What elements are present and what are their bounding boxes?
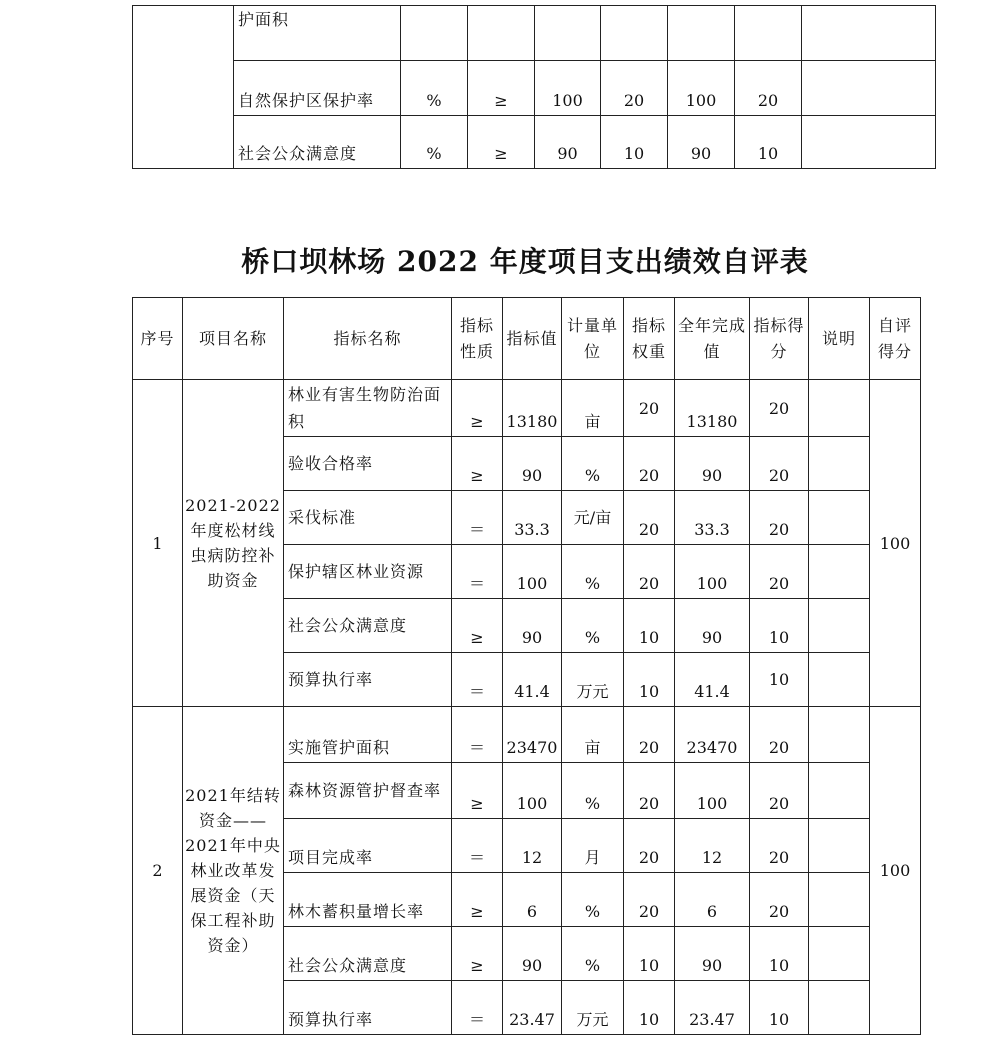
actual-cell: 23470: [675, 707, 750, 763]
indicator-name: 自然保护区保护率: [234, 61, 401, 116]
actual-cell: 100: [675, 763, 750, 819]
header-value: 指标值: [503, 298, 562, 380]
header-unit: 计量单位: [562, 298, 624, 380]
note-cell: [809, 380, 870, 437]
note-cell: [809, 707, 870, 763]
actual-cell: 90: [675, 599, 750, 653]
weight-cell: 20: [624, 763, 675, 819]
value-cell: 100: [503, 763, 562, 819]
unit-cell: %: [562, 763, 624, 819]
note-cell: [809, 599, 870, 653]
nature-cell: ＝: [452, 545, 503, 599]
unit-cell: 亩: [562, 380, 624, 437]
actual-cell: 12: [675, 819, 750, 873]
weight-cell: 20: [601, 61, 668, 116]
indicator-name: 林业有害生物防治面积: [284, 380, 452, 437]
nature-cell: ＝: [452, 491, 503, 545]
indicator-name: 保护辖区林业资源: [284, 545, 452, 599]
table-row: [133, 116, 936, 169]
nature-cell: ＝: [452, 819, 503, 873]
value-cell: 90: [503, 437, 562, 491]
weight-cell: 20: [624, 707, 675, 763]
weight-cell: 20: [624, 545, 675, 599]
unit-cell: %: [562, 599, 624, 653]
nature-cell: ＝: [452, 653, 503, 707]
table-row: [133, 380, 921, 437]
header-row: [133, 298, 921, 380]
unit-cell: 亩: [562, 707, 624, 763]
project-name: 2021年结转资金——2021年中央林业改革发展资金（天保工程补助资金）: [183, 707, 284, 1035]
table-row: [133, 707, 921, 763]
project-seq: 1: [133, 380, 183, 707]
score-cell: 20: [735, 61, 802, 116]
value-cell: 23.47: [503, 981, 562, 1035]
score-cell: [735, 6, 802, 61]
score-cell: 20: [750, 491, 809, 545]
self-score: 100: [870, 707, 921, 1035]
score-cell: 20: [750, 819, 809, 873]
actual-cell: 100: [675, 545, 750, 599]
merged-cell: [133, 6, 234, 169]
note-cell: [809, 437, 870, 491]
indicator-name: 项目完成率: [284, 819, 452, 873]
weight-cell: 20: [624, 819, 675, 873]
score-cell: 10: [750, 653, 809, 707]
actual-cell: 6: [675, 873, 750, 927]
note-cell: [802, 116, 936, 169]
project-name: 2021-2022年度松材线虫病防控补助资金: [183, 380, 284, 707]
header-score: 指标得分: [750, 298, 809, 380]
nature-cell: ≥: [468, 116, 535, 169]
indicator-name: 社会公众满意度: [284, 599, 452, 653]
unit-cell: 万元: [562, 981, 624, 1035]
actual-cell: 90: [675, 927, 750, 981]
indicator-name: 森林资源管护督查率: [284, 763, 452, 819]
indicator-name: 社会公众满意度: [234, 116, 401, 169]
unit-cell: %: [401, 116, 468, 169]
header-indicator: 指标名称: [284, 298, 452, 380]
target-cell: 90: [535, 116, 601, 169]
score-cell: 20: [750, 873, 809, 927]
evaluation-table: [132, 297, 921, 1035]
weight-cell: 10: [624, 981, 675, 1035]
value-cell: 13180: [503, 380, 562, 437]
indicator-name: 采伐标准: [284, 491, 452, 545]
weight-cell: 10: [624, 653, 675, 707]
nature-cell: ≥: [452, 927, 503, 981]
nature-cell: ≥: [452, 380, 503, 437]
note-cell: [809, 763, 870, 819]
page-title: 桥口坝林场 2022 年度项目支出绩效自评表: [241, 245, 809, 278]
note-cell: [809, 981, 870, 1035]
nature-cell: ≥: [452, 437, 503, 491]
table-row: [133, 61, 936, 116]
indicator-name: 林木蓄积量增长率: [284, 873, 452, 927]
weight-cell: 20: [624, 380, 675, 437]
value-cell: 100: [503, 545, 562, 599]
note-cell: [809, 927, 870, 981]
nature-cell: ＝: [452, 981, 503, 1035]
actual-cell: 41.4: [675, 653, 750, 707]
score-cell: 20: [750, 380, 809, 437]
unit-cell: %: [562, 873, 624, 927]
target-cell: 100: [535, 61, 601, 116]
indicator-name: 预算执行率: [284, 653, 452, 707]
weight-cell: 20: [624, 873, 675, 927]
unit-cell: %: [562, 437, 624, 491]
unit-cell: 元/亩: [562, 491, 624, 545]
value-cell: 23470: [503, 707, 562, 763]
actual-cell: [668, 6, 735, 61]
table-row: [133, 6, 936, 61]
score-cell: 20: [750, 707, 809, 763]
value-cell: 6: [503, 873, 562, 927]
previous-page-table: [132, 5, 936, 169]
unit-cell: 月: [562, 819, 624, 873]
nature-cell: ≥: [452, 599, 503, 653]
note-cell: [809, 491, 870, 545]
indicator-name: 护面积: [234, 6, 401, 61]
actual-cell: 13180: [675, 380, 750, 437]
actual-cell: 100: [668, 61, 735, 116]
nature-cell: ≥: [452, 763, 503, 819]
header-nature: 指标性质: [452, 298, 503, 380]
nature-cell: ≥: [468, 61, 535, 116]
indicator-name: 社会公众满意度: [284, 927, 452, 981]
unit-cell: %: [562, 545, 624, 599]
weight-cell: 10: [624, 599, 675, 653]
note-cell: [809, 653, 870, 707]
weight-cell: 20: [624, 437, 675, 491]
header-note: 说明: [809, 298, 870, 380]
unit-cell: %: [562, 927, 624, 981]
note-cell: [809, 819, 870, 873]
target-cell: [535, 6, 601, 61]
score-cell: 10: [735, 116, 802, 169]
self-score: 100: [870, 380, 921, 707]
project-seq: 2: [133, 707, 183, 1035]
indicator-name: 预算执行率: [284, 981, 452, 1035]
score-cell: 10: [750, 981, 809, 1035]
note-cell: [809, 873, 870, 927]
note-cell: [809, 545, 870, 599]
indicator-name: 验收合格率: [284, 437, 452, 491]
score-cell: 20: [750, 437, 809, 491]
score-cell: 20: [750, 763, 809, 819]
actual-cell: 23.47: [675, 981, 750, 1035]
note-cell: [802, 61, 936, 116]
value-cell: 41.4: [503, 653, 562, 707]
header-seq: 序号: [133, 298, 183, 380]
unit-cell: 万元: [562, 653, 624, 707]
weight-cell: 20: [624, 491, 675, 545]
score-cell: 20: [750, 545, 809, 599]
value-cell: 33.3: [503, 491, 562, 545]
nature-cell: ＝: [452, 707, 503, 763]
nature-cell: [468, 6, 535, 61]
weight-cell: 10: [601, 116, 668, 169]
actual-cell: 90: [675, 437, 750, 491]
weight-cell: 10: [624, 927, 675, 981]
score-cell: 10: [750, 599, 809, 653]
note-cell: [802, 6, 936, 61]
header-weight: 指标权重: [624, 298, 675, 380]
value-cell: 90: [503, 927, 562, 981]
header-project: 项目名称: [183, 298, 284, 380]
unit-cell: %: [401, 61, 468, 116]
score-cell: 10: [750, 927, 809, 981]
nature-cell: ≥: [452, 873, 503, 927]
value-cell: 12: [503, 819, 562, 873]
header-self-score: 自评得分: [870, 298, 921, 380]
weight-cell: [601, 6, 668, 61]
indicator-name: 实施管护面积: [284, 707, 452, 763]
unit-cell: [401, 6, 468, 61]
actual-cell: 33.3: [675, 491, 750, 545]
actual-cell: 90: [668, 116, 735, 169]
header-actual: 全年完成值: [675, 298, 750, 380]
value-cell: 90: [503, 599, 562, 653]
